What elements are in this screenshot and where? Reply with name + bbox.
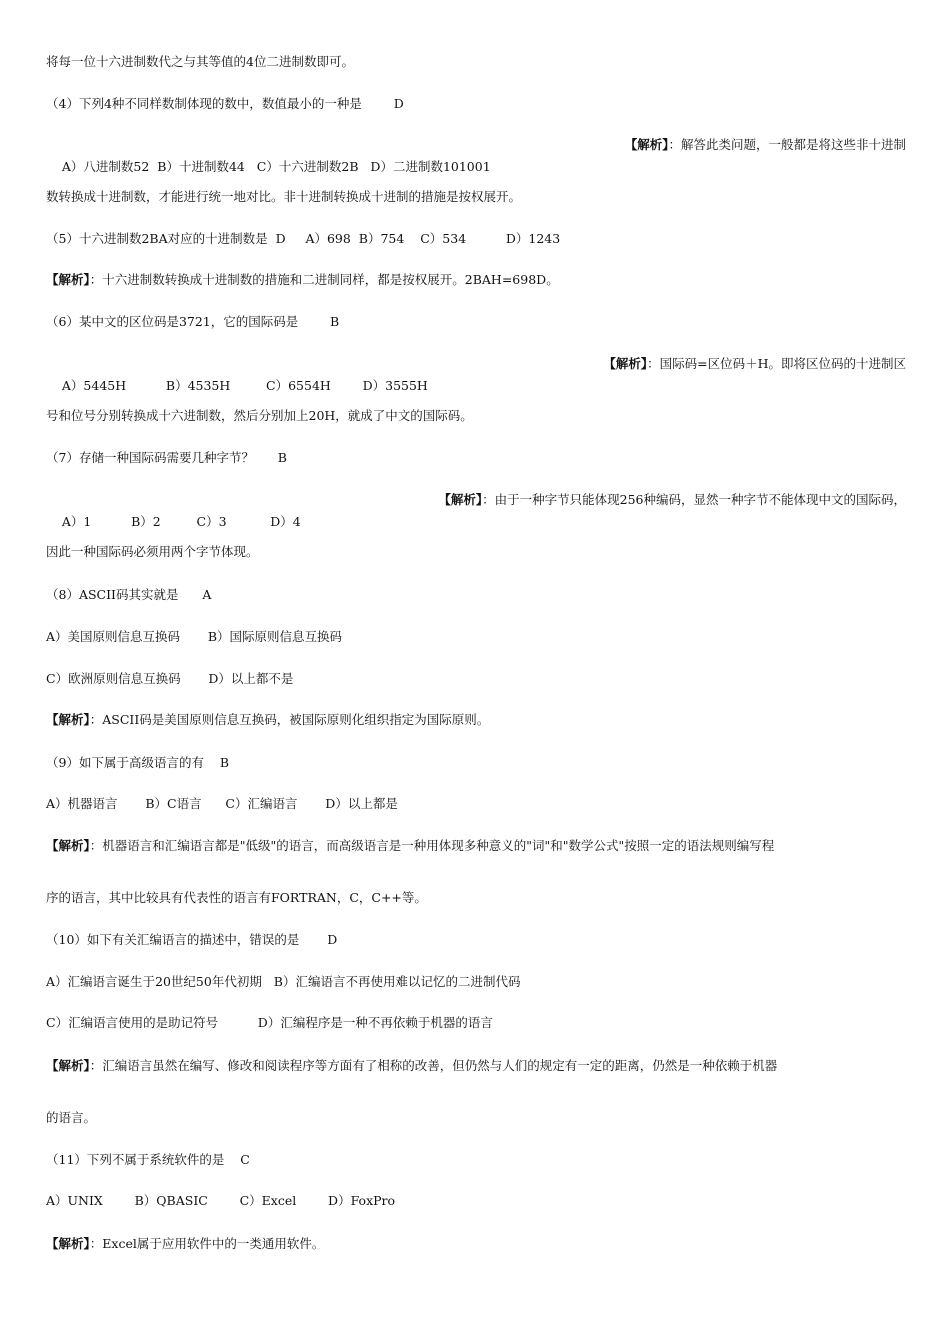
analysis-label: 【解析】 [624,137,669,152]
options-4 [46,134,906,174]
analysis-text: ：国际码=区位码＋H。即将区位码的十进制区 [647,356,906,371]
options-9: A）机器语言 B）C语言 C）汇编语言 D）以上都是 [46,796,398,811]
options-6 [46,353,906,393]
options-text: A）5445H B）4535H C）6554H D）3555H [61,378,428,393]
analysis-8 [46,709,906,731]
text-line: 的语言。 [46,1110,97,1125]
analysis-text: ：机器语言和汇编语言都是"低级"的语言，而高级语言是一种用体现多种意义的"词"和"数学公式"按照一定的语法规则编写程 [89,838,775,853]
analysis-inline [438,489,906,511]
question-8: （8）ASCII码其实就是 A [46,587,212,602]
analysis-label: 【解析】 [46,1058,90,1073]
question-9: （9）如下属于高级语言的有 B [46,755,230,770]
analysis-label: 【解析】 [438,492,483,507]
question-6: （6）某中文的区位码是3721，它的国际码是 B [46,314,340,329]
question-7: （7）存储一种国际码需要几种字节？ B [46,450,287,465]
question-4: （4）下列4种不同样数制体现的数中，数值最小的一种是 D [46,96,404,111]
options-8-cd: C）欧洲原则信息互换码 D）以上都不是 [46,671,294,686]
question-11: （11）下列不属于系统软件的是 C [46,1152,250,1167]
analysis-5 [46,269,906,291]
options-text: A）1 B）2 C）3 D）4 [61,514,301,529]
analysis-inline [625,134,906,156]
text-line: 序的语言，其中比较具有代表性的语言有FORTRAN，C，C++等。 [46,890,427,905]
options-10-ab: A）汇编语言诞生于20世纪50年代初期 B）汇编语言不再使用难以记忆的二进制代码 [46,974,521,989]
analysis-label: 【解析】 [603,356,648,371]
analysis-10 [46,1055,906,1077]
analysis-text: ：Excel属于应用软件中的一类通用软件。 [89,1236,325,1251]
analysis-text: ：汇编语言虽然在编写、修改和阅读程序等方面有了相称的改善，但仍然与人们的规定有一定的距离，仍然是一种依赖于机器 [89,1058,778,1073]
question-5: （5）十六进制数2BA对应的十进制数是 D A）698 B）754 C）534 D）1243 [46,231,561,246]
options-7 [46,489,906,529]
text-line: 将每一位十六进制数代之与其等值的4位二进制数即可。 [46,54,354,69]
analysis-text: ：解答此类问题，一般都是将这些非十进制 [668,137,906,152]
analysis-text: ：ASCII码是美国原则信息互换码，被国际原则化组织指定为国际原则。 [89,712,490,727]
analysis-inline [603,353,906,375]
analysis-label: 【解析】 [46,272,90,287]
analysis-label: 【解析】 [46,838,90,853]
text-line: 号和位号分别转换成十六进制数，然后分别加上20H，就成了中文的国际码。 [46,408,473,423]
options-text: A）八进制数52 B）十进制数44 C）十六进制数2B D）二进制数101001 [61,159,491,174]
question-10: （10）如下有关汇编语言的描述中，错误的是 D [46,932,338,947]
options-10-cd: C）汇编语言使用的是助记符号 D）汇编程序是一种不再依赖于机器的语言 [46,1015,493,1030]
text-line: 因此一种国际码必须用两个字节体现。 [46,544,259,559]
text-line: 数转换成十进制数，才能进行统一地对比。非十进制转换成十进制的措施是按权展开。 [46,189,522,204]
analysis-label: 【解析】 [46,712,90,727]
analysis-text: ：由于一种字节只能体现256种编码，显然一种字节不能体现中文的国际码， [482,492,906,507]
analysis-9 [46,835,906,857]
analysis-label: 【解析】 [46,1236,90,1251]
analysis-text: ：十六进制数转换成十进制数的措施和二进制同样，都是按权展开。2BAH=698D。 [89,272,559,287]
analysis-11 [46,1233,906,1255]
options-11: A）UNIX B）QBASIC C）Excel D）FoxPro [46,1193,396,1208]
options-8-ab: A）美国原则信息互换码 B）国际原则信息互换码 [46,629,343,644]
